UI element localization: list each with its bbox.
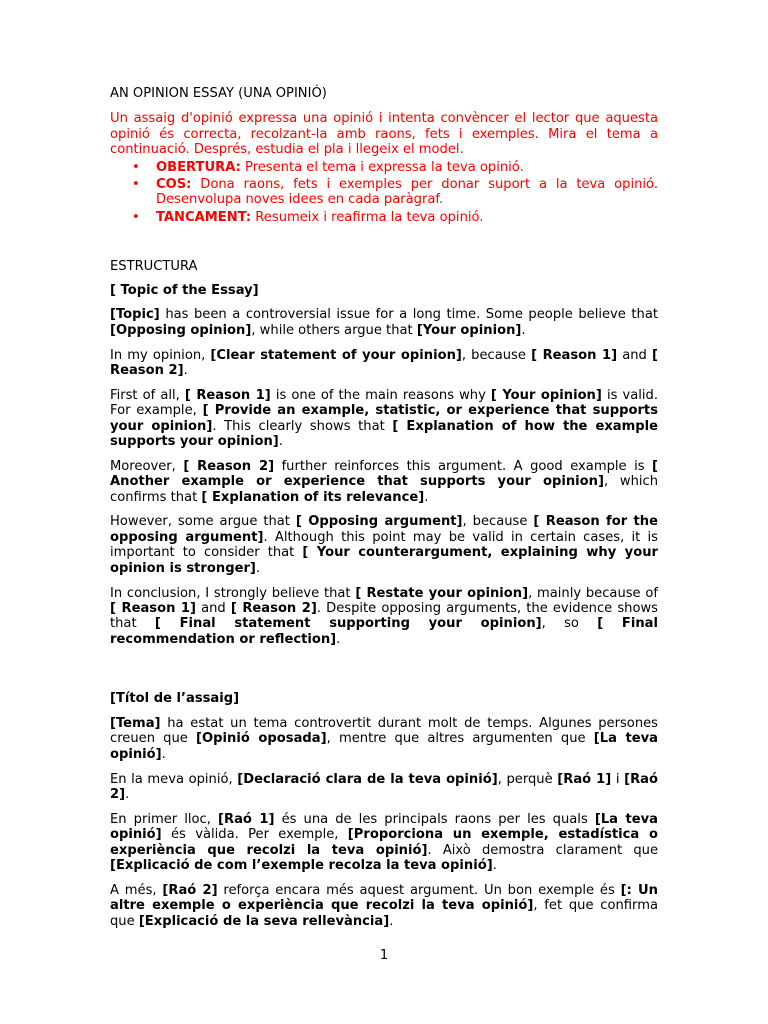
template-paragraph bbox=[110, 307, 658, 338]
paragraph-text: . bbox=[389, 913, 394, 929]
template-paragraph bbox=[110, 388, 658, 450]
placeholder-text: [La teva opinió] bbox=[110, 731, 659, 762]
english-topic-heading: [ Topic of the Essay] bbox=[110, 282, 259, 298]
paragraph-text: , because bbox=[461, 347, 532, 363]
list-item-label: COS: bbox=[156, 177, 192, 193]
placeholder-text: [ Final recommendation or reflection] bbox=[110, 616, 658, 647]
placeholder-text: [ Explanation of how the example supports your opinion] bbox=[110, 418, 659, 450]
catalan-topic-heading: [Títol de l’assaig] bbox=[110, 691, 240, 707]
list-item-label: OBERTURA: bbox=[156, 159, 241, 175]
paragraph-text: is valid. For example, bbox=[110, 387, 659, 419]
paragraph-text: . bbox=[183, 363, 188, 379]
paragraph-text: , mentre que altres argumenten que bbox=[326, 731, 594, 747]
placeholder-text: [ Reason for the opposing argument] bbox=[110, 514, 658, 545]
essay-parts-list bbox=[110, 160, 658, 226]
placeholder-text: [: Un altre exemple o experiència que recolzi la teva opinió] bbox=[110, 882, 658, 914]
paragraph-text: , because bbox=[462, 514, 534, 530]
placeholder-text: [Tema] bbox=[110, 715, 161, 731]
template-paragraph bbox=[110, 812, 658, 874]
paragraph-text: és vàlida. Per exemple, bbox=[161, 827, 348, 843]
template-paragraph bbox=[110, 348, 658, 379]
placeholder-text: [ Final statement supporting your opinion] bbox=[154, 616, 542, 632]
placeholder-text: [ Reason 1] bbox=[184, 387, 271, 403]
paragraph-text: and bbox=[196, 600, 231, 616]
document-body bbox=[110, 86, 658, 938]
placeholder-text: [ Your opinion] bbox=[490, 387, 602, 403]
list-item-label: TANCAMENT: bbox=[156, 209, 252, 225]
paragraph-text: . Això demostra clarament que bbox=[427, 842, 658, 858]
placeholder-text: [ Explanation of its relevance] bbox=[201, 489, 425, 505]
placeholder-text: [Topic] bbox=[110, 307, 160, 323]
paragraph-text: In my opinion, bbox=[110, 347, 211, 363]
bullet-icon: • bbox=[132, 177, 140, 193]
paragraph-text: . bbox=[521, 322, 526, 338]
paragraph-text: A més, bbox=[110, 882, 163, 898]
paragraph-text: En la meva opinió, bbox=[110, 771, 238, 787]
paragraph-text: és una de les principals raons per les quals bbox=[274, 811, 595, 827]
paragraph-text: i bbox=[611, 771, 625, 787]
structure-heading: ESTRUCTURA bbox=[110, 259, 198, 275]
list-item bbox=[132, 177, 658, 208]
paragraph-text: . bbox=[161, 746, 166, 762]
paragraph-text: . bbox=[424, 489, 429, 505]
paragraph-text: . This clearly shows that bbox=[212, 418, 393, 434]
paragraph-text: . bbox=[255, 560, 261, 576]
paragraph-text: . bbox=[278, 434, 283, 450]
placeholder-text: [ Provide an example, statistic, or experience that supports your opinion] bbox=[110, 403, 658, 434]
paragraph-text: and bbox=[617, 347, 652, 363]
paragraph-text: . Although this point may be valid in certain cases, it is important to consider that bbox=[110, 529, 658, 561]
page-number: 1 bbox=[379, 948, 389, 963]
bullet-icon: • bbox=[132, 159, 140, 175]
paragraph-text: has been a controversial issue for a long time. Some people believe that bbox=[159, 307, 658, 323]
placeholder-text: [Explicació de com l’exemple recolza la teva opinió] bbox=[110, 857, 493, 873]
catalan-template bbox=[110, 716, 658, 929]
placeholder-text: [ Opposing argument] bbox=[295, 514, 463, 530]
paragraph-text: . bbox=[125, 786, 130, 802]
placeholder-text: [ Reason 1] bbox=[531, 347, 618, 363]
placeholder-text: [Clear statement of your opinion] bbox=[210, 347, 462, 363]
placeholder-text: [Raó 2] bbox=[162, 882, 218, 898]
placeholder-text: [ Reason 2] bbox=[110, 347, 658, 379]
document-title: AN OPINION ESSAY (UNA OPINIÓ) bbox=[110, 86, 327, 101]
intro-paragraph: Un assaig d'opinió expressa una opinió i intenta convèncer el lector que aquesta opinió és correcta, recolzant-la amb raons, fets i exemples. Mira el tema a continuació. Després, estudia el pla i llegeix el model. bbox=[110, 111, 658, 158]
paragraph-text: , mainly because of bbox=[528, 585, 658, 601]
bullet-icon: • bbox=[132, 209, 140, 225]
paragraph-text: In conclusion, I strongly believe that bbox=[110, 585, 356, 601]
placeholder-text: [Proporciona un exemple, estadística o experiència que recolzi la teva opinió] bbox=[110, 827, 658, 858]
template-paragraph bbox=[110, 459, 658, 505]
placeholder-text: [ Reason 2] bbox=[183, 458, 275, 474]
template-paragraph bbox=[110, 883, 658, 929]
list-item-text: Presenta el tema i expressa la teva opinió. bbox=[240, 159, 524, 175]
placeholder-text: [Raó 2] bbox=[110, 771, 659, 802]
list-item bbox=[132, 159, 658, 175]
placeholder-text: [ Reason 2] bbox=[230, 600, 317, 616]
paragraph-text: . Despite opposing arguments, the evidence shows that bbox=[110, 600, 658, 632]
paragraph-text: , so bbox=[541, 616, 598, 632]
paragraph-text: En primer lloc, bbox=[110, 811, 218, 827]
list-item-text: Resumeix i reafirma la teva opinió. bbox=[251, 209, 484, 225]
placeholder-text: [Explicació de la seva rellevància] bbox=[138, 913, 390, 929]
list-item-text: Dona raons, fets i exemples per donar suport a la teva opinió. Desenvolupa noves idees en cada paràgraf. bbox=[156, 177, 658, 208]
placeholder-text: [Raó 1] bbox=[557, 771, 612, 787]
paragraph-text: However, some argue that bbox=[110, 514, 296, 530]
paragraph-text: First of all, bbox=[110, 387, 185, 403]
paragraph-text: further reinforces this argument. A good example is bbox=[274, 458, 653, 474]
placeholder-text: [La teva opinió] bbox=[110, 811, 659, 843]
paragraph-text: . bbox=[492, 857, 497, 873]
placeholder-text: [ Your counterargument, explaining why your opinion is stronger] bbox=[110, 545, 658, 576]
paragraph-text: , which confirms that bbox=[110, 474, 659, 505]
paragraph-text: , while others argue that bbox=[251, 322, 417, 338]
paragraph-text: . bbox=[336, 631, 341, 647]
paragraph-text: ha estat un tema controvertit durant molt de temps. Algunes persones creuen que bbox=[110, 715, 658, 747]
placeholder-text: [Opinió oposada] bbox=[196, 731, 327, 747]
paragraph-text: is one of the main reasons why bbox=[270, 387, 491, 403]
template-paragraph bbox=[110, 772, 658, 803]
placeholder-text: [Raó 1] bbox=[218, 811, 275, 827]
placeholder-text: [Your opinion] bbox=[416, 322, 522, 338]
placeholder-text: [Declaració clara de la teva opinió] bbox=[237, 771, 498, 787]
placeholder-text: [ Restate your opinion] bbox=[355, 585, 529, 601]
paragraph-text: , fet que confirma que bbox=[110, 898, 658, 929]
paragraph-text: Moreover, bbox=[110, 458, 184, 474]
template-paragraph bbox=[110, 716, 658, 762]
english-template bbox=[110, 307, 658, 647]
template-paragraph bbox=[110, 586, 658, 648]
list-item bbox=[132, 209, 658, 225]
paragraph-text: , perquè bbox=[497, 771, 558, 787]
placeholder-text: [ Reason 1] bbox=[110, 600, 196, 616]
placeholder-text: [Opposing opinion] bbox=[110, 322, 252, 338]
paragraph-text: reforça encara més aquest argument. Un bon exemple és bbox=[217, 882, 621, 898]
template-paragraph bbox=[110, 514, 658, 576]
placeholder-text: [ Another example or experience that supports your opinion] bbox=[110, 458, 658, 490]
